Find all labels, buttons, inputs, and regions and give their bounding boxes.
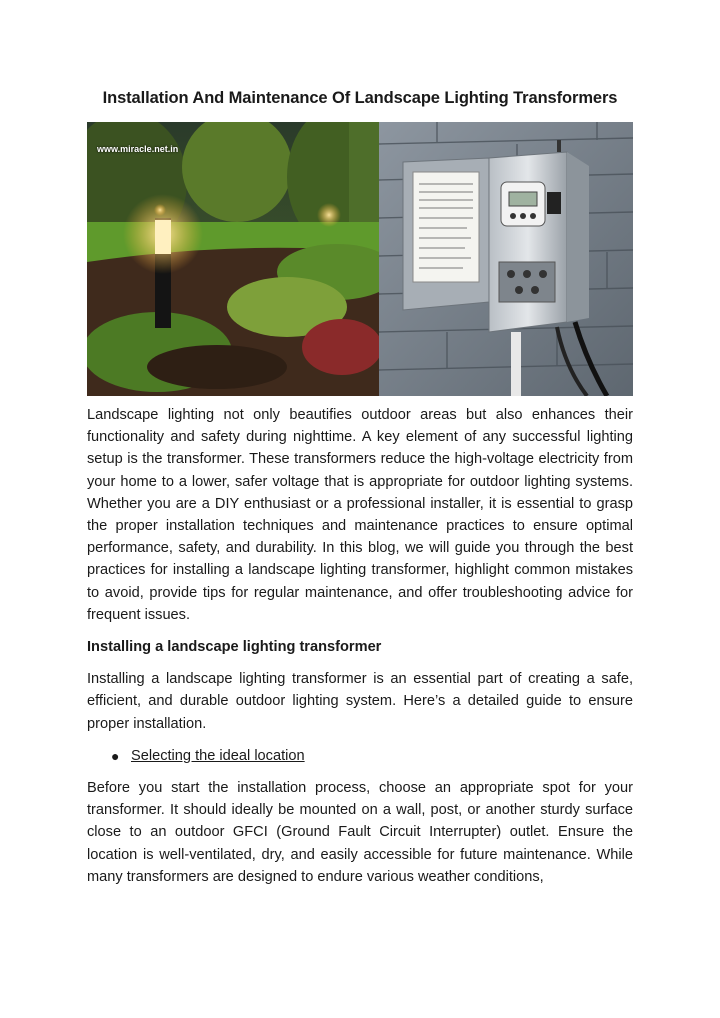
garden-scene: [87, 122, 397, 396]
bullet-link-selecting-location[interactable]: Selecting the ideal location: [131, 747, 305, 764]
page-title: Installation And Maintenance Of Landscape Lighting Transformers: [102, 89, 618, 107]
hero-image: [87, 122, 633, 396]
transformer-scene: [379, 122, 633, 396]
section-heading: Installing a landscape lighting transformer: [87, 639, 382, 656]
hero-illustration: [87, 122, 633, 396]
intro-paragraph: Landscape lighting not only beautifies outdoor areas but also enhances their functionality and safety during nighttime. A key element of any successful lighting setup is the transformer. These transformers reduce the high-voltage electricity from your home to a lower, safer voltage that is appropriate for outdoor lighting systems. Whether you are a DIY enthusiast or a professional installer, it is essential to grasp the proper installation techniques and maintenance practices to ensure optimal performance, safety, and durability. In this blog, we will guide you through the best practices for installing a landscape lighting transformer, highlight common mistakes to avoid, provide tips for regular maintenance, and offer troubleshooting advice for frequent issues.: [87, 407, 633, 623]
bullet-icon: ●: [111, 747, 120, 764]
bullet-list-item: [87, 745, 633, 767]
section-intro-paragraph: Installing a landscape lighting transformer is an essential part of creating a safe, efficient, and durable outdoor lighting system. Here’s a detailed guide to ensure proper installation.: [87, 671, 633, 732]
location-paragraph: Before you start the installation process, choose an appropriate spot for your transformer. It should ideally be mounted on a wall, post, or another sturdy surface close to an outdoor GFCI (Ground Fault Circuit Interrupter) outlet. Ensure the location is well-ventilated, dry, and easily accessible for future maintenance. While many transformers are designed to endure various weather conditions,: [87, 780, 633, 885]
article-body: [87, 404, 633, 888]
image-watermark: www.miracle.net.in: [97, 144, 179, 154]
